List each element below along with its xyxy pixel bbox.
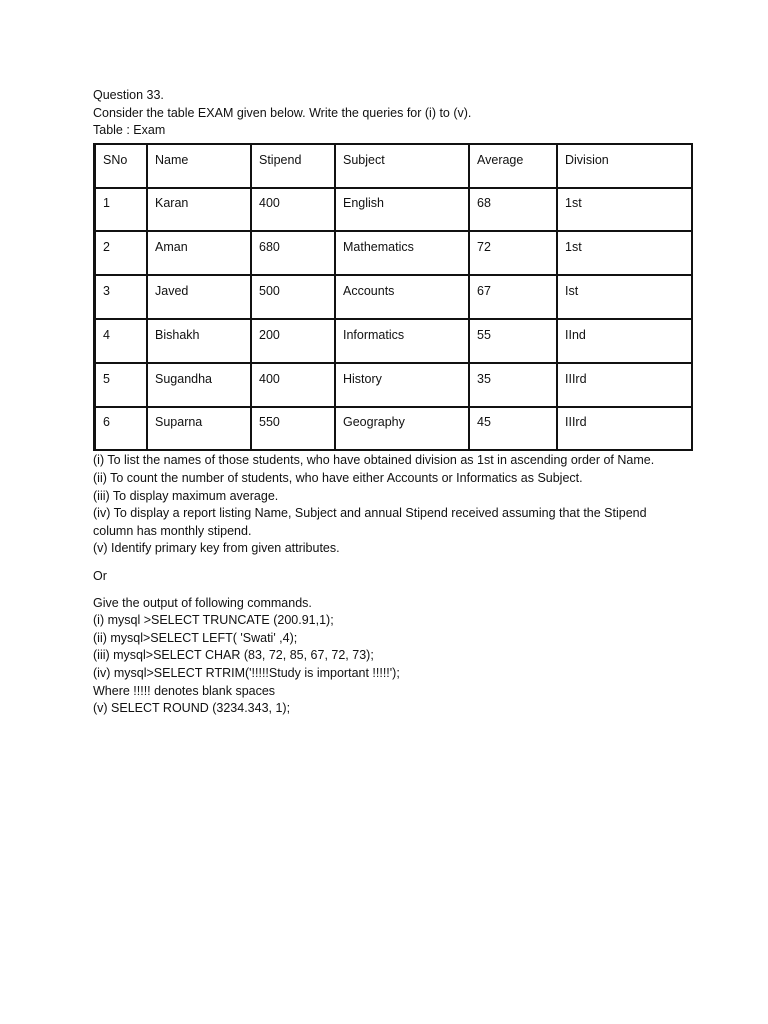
command-item: (ii) mysql>SELECT LEFT( 'Swati' ,4);: [93, 630, 298, 645]
queries-section: [93, 452, 693, 558]
table-cell: 55: [470, 320, 558, 364]
table-cell: Bishakh: [148, 320, 252, 364]
query-item-continuation: column has monthly stipend.: [93, 523, 252, 538]
table-cell: Informatics: [336, 320, 470, 364]
table-cell: Accounts: [336, 276, 470, 320]
table-cell: Suparna: [148, 408, 252, 450]
query-item: (v) Identify primary key from given attributes.: [93, 541, 340, 556]
spacer: [93, 558, 693, 568]
table-cell: Sugandha: [148, 364, 252, 408]
table-cell: 35: [470, 364, 558, 408]
command-item: (i) mysql >SELECT TRUNCATE (200.91,1);: [93, 613, 334, 628]
spacer: [93, 585, 693, 595]
table-cell: 200: [252, 320, 336, 364]
table-cell: 550: [252, 408, 336, 450]
output-section: [93, 595, 693, 718]
table-cell: 400: [252, 364, 336, 408]
table-cell: 1st: [558, 232, 691, 276]
table-row: [95, 189, 691, 233]
query-item: (i) To list the names of those students, who have obtained division as 1st in ascending order of Name.: [93, 453, 655, 468]
table-cell: IInd: [558, 320, 691, 364]
table-header-row: [95, 145, 691, 189]
table-cell: Mathematics: [336, 232, 470, 276]
table-caption: Table : Exam: [93, 123, 166, 138]
table-cell: IIIrd: [558, 364, 691, 408]
table-cell: 67: [470, 276, 558, 320]
table-cell: 500: [252, 276, 336, 320]
table-cell: 680: [252, 232, 336, 276]
table-cell: IIIrd: [565, 415, 587, 430]
command-note: Where !!!!! denotes blank spaces: [93, 683, 276, 698]
table-cell: 4: [95, 320, 148, 364]
table-cell: 45: [470, 408, 558, 450]
header-cell-division: Division: [558, 145, 691, 189]
table-row: [95, 232, 691, 276]
command-item: (iv) mysql>SELECT RTRIM('!!!!!Study is important !!!!!');: [93, 666, 400, 681]
table-cell: Javed: [148, 276, 252, 320]
table-cell: Ist: [558, 276, 691, 320]
table-cell: 5: [95, 364, 148, 408]
command-item: (v) SELECT ROUND (3234.343, 1);: [93, 701, 291, 716]
exam-table: [93, 143, 693, 452]
table-cell: 2: [95, 232, 148, 276]
table-row: [95, 276, 691, 320]
table-row: [95, 320, 691, 364]
table-cell: English: [336, 189, 470, 233]
query-item: (ii) To count the number of students, who have either Accounts or Informatics as Subject.: [93, 470, 583, 485]
table-cell: 1st: [558, 189, 691, 233]
output-intro: Give the output of following commands.: [93, 595, 312, 610]
table-row: [95, 408, 691, 450]
header-cell-name: Name: [148, 145, 252, 189]
document-page: [93, 87, 693, 718]
table-cell: 400: [252, 189, 336, 233]
table-cell: 68: [470, 189, 558, 233]
table-cell: History: [336, 364, 470, 408]
query-item: (iv) To display a report listing Name, Subject and annual Stipend received assuming that the Stipend: [93, 506, 647, 521]
table-row: [95, 364, 691, 408]
table-cell: Karan: [148, 189, 252, 233]
header-cell-stipend: Stipend: [252, 145, 336, 189]
table-cell: Aman: [148, 232, 252, 276]
table-cell: Geography: [336, 408, 470, 450]
header-cell-subject: Subject: [336, 145, 470, 189]
table-cell: 1: [95, 189, 148, 233]
header-cell-average: Average: [470, 145, 558, 189]
table-cell: 3: [95, 276, 148, 320]
table-cell: 72: [470, 232, 558, 276]
question-number: Question 33.: [93, 88, 164, 102]
question-instruction: Consider the table EXAM given below. Write the queries for (i) to (v).: [93, 105, 472, 120]
or-separator: Or: [93, 568, 107, 583]
table-cell: 6: [95, 408, 148, 450]
query-item: (iii) To display maximum average.: [93, 488, 279, 503]
command-item: (iii) mysql>SELECT CHAR (83, 72, 85, 67, 72, 73);: [93, 648, 374, 663]
header-cell-sno: SNo: [95, 145, 148, 189]
